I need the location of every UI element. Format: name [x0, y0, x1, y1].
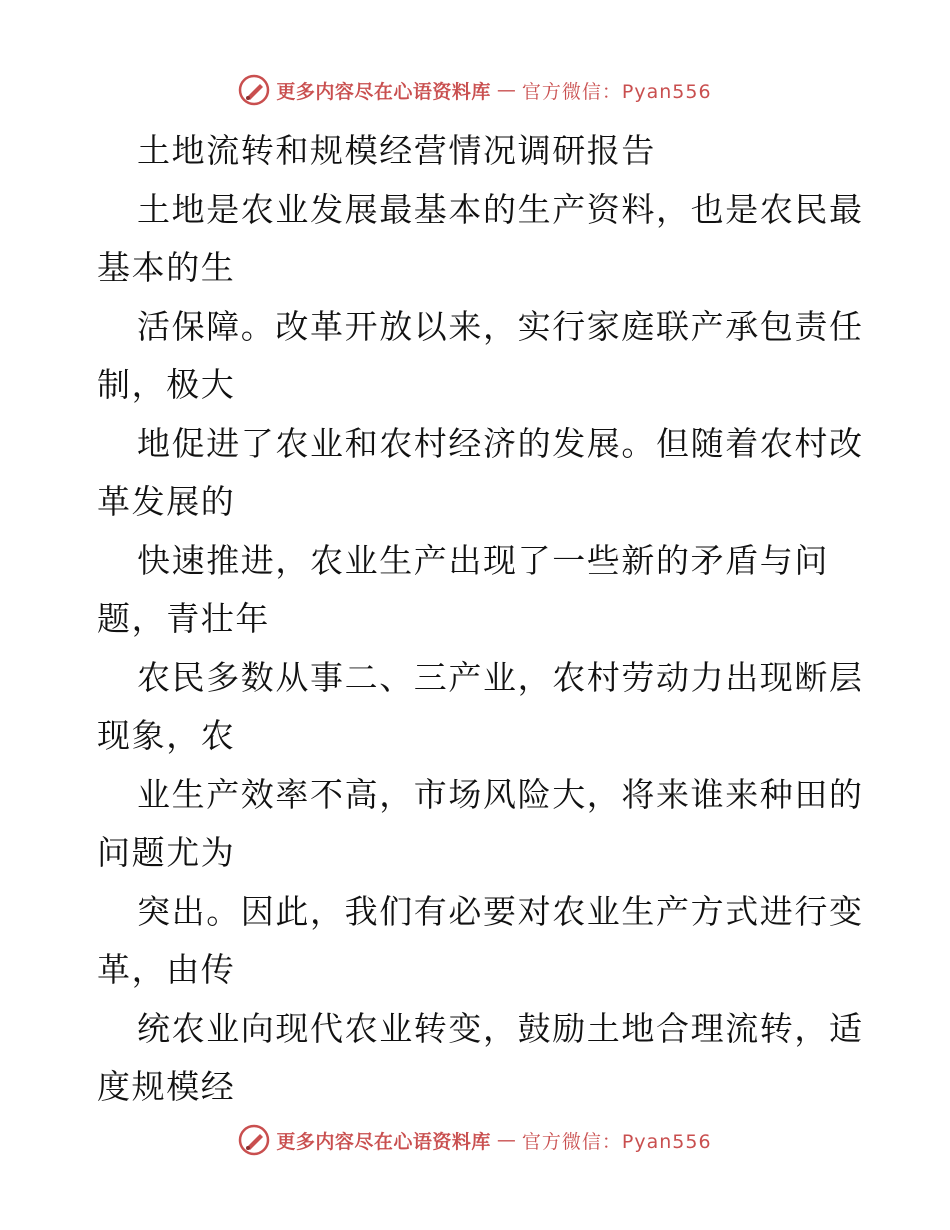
- banner-dash: —: [496, 1129, 516, 1151]
- text-line: 突出。因此，我们有必要对农业生产方式进行变: [137, 891, 864, 931]
- document-title: 土地流转和规模经营情况调研报告: [137, 131, 656, 170]
- banner-dash: —: [496, 79, 516, 101]
- text-line: 快速推进，农业生产出现了一些新的矛盾与问: [137, 540, 829, 580]
- text-line: 制，极大: [97, 365, 236, 404]
- banner-wechat: 官方微信：Pyan556: [521, 80, 712, 103]
- text-line: 问题尤为: [97, 833, 236, 872]
- text-line: 地促进了农业和农村经济的发展。但随着农村改: [137, 423, 864, 463]
- text-line: 基本的生: [97, 248, 236, 287]
- text-line: 革发展的: [97, 482, 236, 521]
- banner-text: 更多内容尽在心语资料库: [276, 1130, 491, 1153]
- text-line: 题，青壮年: [97, 599, 270, 638]
- banner-text: 更多内容尽在心语资料库: [276, 80, 491, 103]
- text-line: 土地是农业发展最基本的生产资料，也是农民最: [137, 189, 864, 229]
- text-line: 活保障。改革开放以来，实行家庭联产承包责任: [137, 306, 864, 346]
- pen-logo-icon: [238, 1124, 270, 1156]
- pen-logo-icon: [238, 74, 270, 106]
- footer-banner: [0, 1120, 950, 1160]
- document-body: [97, 122, 864, 1117]
- banner-wechat: 官方微信：Pyan556: [521, 1130, 712, 1153]
- text-line: 业生产效率不高，市场风险大，将来谁来种田的: [137, 774, 864, 814]
- text-line: 统农业向现代农业转变，鼓励土地合理流转，适: [137, 1008, 864, 1048]
- text-line: 革，由传: [97, 950, 236, 989]
- text-line: 现象，农: [97, 716, 236, 755]
- text-line: 度规模经: [97, 1067, 236, 1106]
- header-banner: [0, 70, 950, 110]
- text-line: 农民多数从事二、三产业，农村劳动力出现断层: [137, 657, 864, 697]
